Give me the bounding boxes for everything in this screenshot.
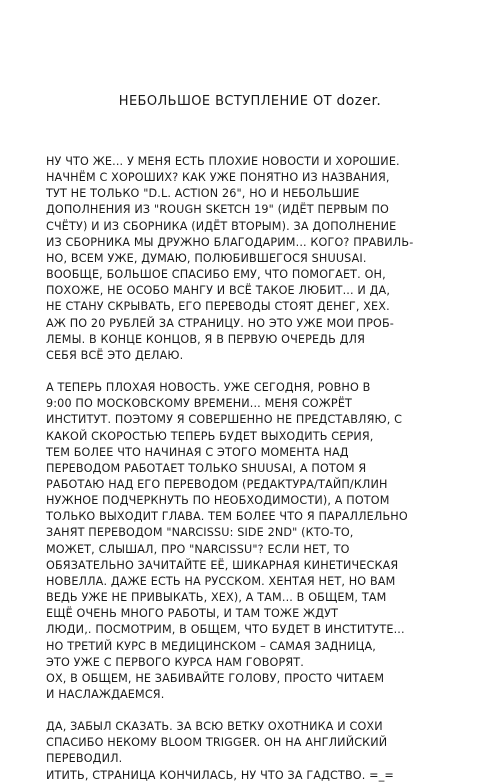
text-line: НУЖНОЕ ПОДЧЕРКНУТЬ ПО НЕОБХОДИМОСТИ), А ПОТОМ — [46, 494, 390, 508]
text-line: ЛЮДИ,. ПОСМОТРИМ, В ОБЩЕМ, ЧТО БУДЕТ В ИНСТИТУТЕ... — [46, 623, 405, 637]
text-line: АЖ ПО 20 РУБЛЕЙ ЗА СТРАНИЦУ. НО ЭТО УЖЕ МОИ ПРОБ- — [46, 316, 394, 330]
text-line: СПАСИБО НЕКОМУ BLOOM TRIGGER. ОН НА АНГЛИЙСКИЙ — [46, 736, 388, 750]
paragraph-credits — [46, 719, 464, 784]
page-title — [0, 93, 500, 109]
text-line: ТУТ НЕ ТОЛЬКО "D.L. ACTION 26", НО И НЕБОЛЬШИЕ — [46, 187, 360, 201]
text-line: ОБЯЗАТЕЛЬНО ЗАЧИТАЙТЕ ЕЁ, ШИКАРНАЯ КИНЕТИЧЕСКАЯ — [46, 558, 399, 572]
text-line: НОВЕЛЛА. ДАЖЕ ЕСТЬ НА РУССКОМ. ХЕНТАЯ НЕТ, НО ВАМ — [46, 574, 396, 588]
text-line: СЕБЯ ВСЁ ЭТО ДЕЛАЮ. — [46, 348, 184, 362]
text-line: ЛЕМЫ. В КОНЦЕ КОНЦОВ, Я В ПЕРВУЮ ОЧЕРЕДЬ ДЛЯ — [46, 332, 366, 346]
title-prefix: НЕБОЛЬШОЕ ВСТУПЛЕНИЕ ОТ — [118, 94, 332, 109]
text-line: ТОЛЬКО ВЫХОДИТ ГЛАВА. ТЕМ БОЛЕЕ ЧТО Я ПАРАЛЛЕЛЬНО — [46, 510, 408, 524]
text-line: ТЕМ БОЛЕЕ ЧТО НАЧИНАЯ С ЭТОГО МОМЕНТА НАД — [46, 445, 349, 459]
text-line: ПЕРЕВОДОМ РАБОТАЕТ ТОЛЬКО SHUUSAI, А ПОТОМ Я — [46, 461, 367, 475]
title-author: dozer. — [336, 93, 382, 109]
text-line: ЭТО УЖЕ С ПЕРВОГО КУРСА НАМ ГОВОРЯТ. — [46, 655, 304, 669]
translator-note — [46, 154, 464, 784]
text-line: НЕ СТАНУ СКРЫВАТЬ, ЕГО ПЕРЕВОДЫ СТОЯТ ДЕНЕГ, ХЕХ. — [46, 300, 390, 314]
text-line: ПЕРЕВОДИЛ. — [46, 752, 123, 766]
text-line: КАКОЙ СКОРОСТЬЮ ТЕПЕРЬ БУДЕТ ВЫХОДИТЬ СЕРИЯ, — [46, 429, 374, 443]
text-line: ПОХОЖЕ, НЕ ОСОБО МАНГУ И ВСЁ ТАКОЕ ЛЮБИТ... И ДА, — [46, 284, 391, 298]
text-line: ЗАНЯТ ПЕРЕВОДОМ "NARCISSU: SIDE 2ND" (КТО-ТО, — [46, 526, 354, 540]
paragraph-bad-news — [46, 380, 464, 703]
text-line: И НАСЛАЖДАЕМСЯ. — [46, 688, 165, 701]
text-line: СЧЁТУ) И ИЗ СБОРНИКА (ИДЁТ ВТОРЫМ). ЗА ДОПОЛНЕНИЕ — [46, 219, 397, 233]
text-line: ВЕДЬ УЖЕ НЕ ПРИВЫКАТЬ, ХЕХ), А ТАМ... В ОБЩЕМ, ТАМ — [46, 591, 387, 605]
text-line: 9:00 ПО МОСКОВСКОМУ ВРЕМЕНИ... МЕНЯ СОЖРЁТ — [46, 397, 353, 411]
paragraph-gap — [46, 364, 464, 380]
text-line: А ТЕПЕРЬ ПЛОХАЯ НОВОСТЬ. УЖЕ СЕГОДНЯ, РОВНО В — [46, 381, 371, 395]
text-line: НО, ВСЕМ УЖЕ, ДУМАЮ, ПОЛЮБИВШЕГОСЯ SHUUSAI. — [46, 251, 367, 265]
paragraph-gap — [46, 703, 464, 719]
text-line: МОЖЕТ, СЛЫШАЛ, ПРО "NARCISSU"? ЕСЛИ НЕТ, ТО — [46, 542, 350, 556]
text-line: ИНСТИТУТ. ПОЭТОМУ Я СОВЕРШЕННО НЕ ПРЕДСТАВЛЯЮ, С — [46, 413, 403, 427]
text-line: ЕЩЁ ОЧЕНЬ МНОГО РАБОТЫ, И ТАМ ТОЖЕ ЖДУТ — [46, 607, 339, 621]
text-line: ДОПОЛНЕНИЯ ИЗ "ROUGH SKETCH 19" (ИДЁТ ПЕРВЫМ ПО — [46, 203, 390, 217]
text-line: ДА, ЗАБЫЛ СКАЗАТЬ. ЗА ВСЮ ВЕТКУ ОХОТНИКА И СОХИ — [46, 720, 383, 734]
text-line: ИТИТЬ, СТРАНИЦА КОНЧИЛАСЬ, НУ ЧТО ЗА ГАДСТВО. =_= — [46, 768, 394, 782]
paragraph-good-news — [46, 154, 464, 364]
text-line: НАЧНЁМ С ХОРОШИХ? КАК УЖЕ ПОНЯТНО ИЗ НАЗВАНИЯ, — [46, 171, 390, 185]
text-line: ИЗ СБОРНИКА МЫ ДРУЖНО БЛАГОДАРИМ... КОГО? ПРАВИЛЬ- — [46, 235, 414, 249]
text-line: НО ТРЕТИЙ КУРС В МЕДИЦИНСКОМ – САМАЯ ЗАДНИЦА, — [46, 639, 376, 653]
text-line: НУ ЧТО ЖЕ... У МЕНЯ ЕСТЬ ПЛОХИЕ НОВОСТИ И ХОРОШИЕ. — [46, 155, 400, 168]
text-line: РАБОТАЮ НАД ЕГО ПЕРЕВОДОМ (РЕДАКТУРА/ТАЙП/КЛИН — [46, 477, 388, 491]
text-line: ОХ, В ОБЩЕМ, НЕ ЗАБИВАЙТЕ ГОЛОВУ, ПРОСТО ЧИТАЕМ — [46, 671, 385, 685]
text-line: ВООБЩЕ, БОЛЬШОЕ СПАСИБО ЕМУ, ЧТО ПОМОГАЕТ. ОН, — [46, 268, 386, 282]
